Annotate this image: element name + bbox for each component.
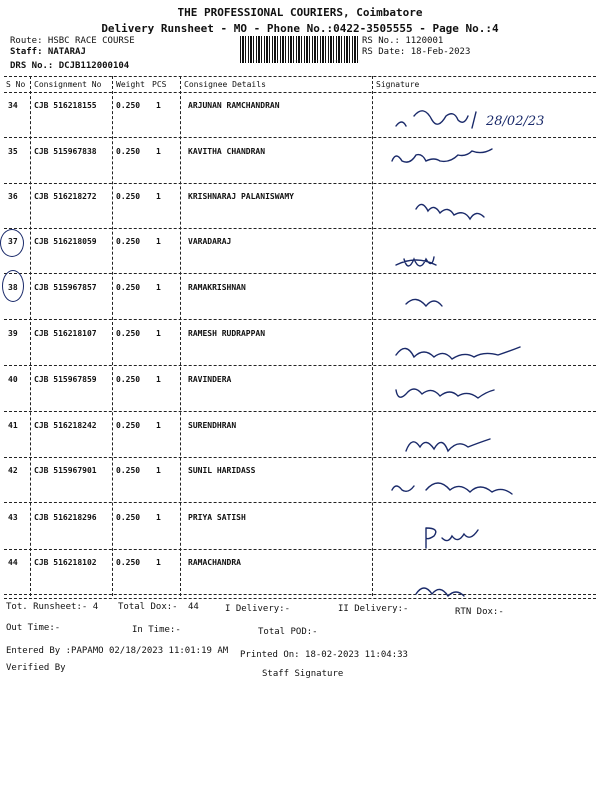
handwritten-signature <box>386 472 586 510</box>
pieces-count: 1 <box>156 466 161 475</box>
i-delivery: I Delivery:- <box>225 604 291 614</box>
signature-stroke <box>392 483 512 494</box>
column-header: Weight <box>116 80 145 89</box>
barcode <box>240 36 358 63</box>
handwritten-signature <box>386 333 586 371</box>
weight-value: 0.250 <box>116 192 141 201</box>
consignment-number: CJB 516218107 <box>34 329 97 338</box>
handwritten-signature <box>386 104 586 142</box>
serial-number: 41 <box>8 421 18 430</box>
serial-number: 39 <box>8 329 18 338</box>
entered-by: Entered By :PAPAMO 02/18/2023 11:01:19 AM <box>6 646 229 656</box>
divider <box>4 76 596 77</box>
column-header: S No <box>6 80 26 89</box>
handwritten-signature <box>386 425 586 463</box>
handwritten-signature <box>386 143 586 181</box>
serial-number: 43 <box>8 513 18 522</box>
column-header: PCS <box>152 80 167 89</box>
signature-date: 28/02/23 <box>486 114 545 129</box>
consignment-number: CJB 516218296 <box>34 513 97 522</box>
divider <box>4 92 596 93</box>
consignee-name: RAMESH RUDRAPPAN <box>188 329 266 338</box>
serial-number: 36 <box>8 192 18 201</box>
signature-stroke <box>416 588 464 596</box>
weight-value: 0.250 <box>116 147 141 156</box>
weight-value: 0.250 <box>116 375 141 384</box>
signature-stroke <box>396 389 494 398</box>
weight-value: 0.250 <box>116 237 141 246</box>
signature-stroke <box>406 299 442 306</box>
consignee-name: SURENDHRAN <box>188 421 237 430</box>
column-header: Signature <box>376 80 420 89</box>
serial-number: 37 <box>8 237 18 246</box>
divider <box>4 598 596 599</box>
signature-stroke <box>416 204 484 219</box>
divider <box>4 183 596 184</box>
consignment-number: CJB 516218272 <box>34 192 97 201</box>
serial-number: 42 <box>8 466 18 475</box>
signature-stroke <box>396 347 520 359</box>
total-dox-value: 44 <box>188 602 199 612</box>
consignee-name: KAVITHA CHANDRAN <box>188 147 266 156</box>
column-divider <box>180 76 181 596</box>
handwritten-signature <box>386 376 586 414</box>
total-dox-label: Total Dox:- <box>118 602 178 612</box>
pieces-count: 1 <box>156 147 161 156</box>
company-title: THE PROFESSIONAL COURIERS, Coimbatore <box>177 6 423 19</box>
serial-number: 34 <box>8 101 18 110</box>
serial-number: 35 <box>8 147 18 156</box>
pieces-count: 1 <box>156 101 161 110</box>
pieces-count: 1 <box>156 513 161 522</box>
out-time: Out Time:- <box>6 623 61 633</box>
consignee-name: RAMACHANDRA <box>188 558 241 567</box>
staff-label: Staff: NATARAJ <box>10 47 86 57</box>
pieces-count: 1 <box>156 558 161 567</box>
column-divider <box>372 76 373 596</box>
route-label: Route: HSBC RACE COURSE <box>10 36 135 46</box>
weight-value: 0.250 <box>116 513 141 522</box>
weight-value: 0.250 <box>116 101 141 110</box>
handwritten-signature <box>386 282 586 320</box>
column-header: Consignee Details <box>184 80 266 89</box>
divider <box>4 228 596 229</box>
rtn-dox: RTN Dox:- <box>455 607 504 617</box>
weight-value: 0.250 <box>116 558 141 567</box>
handwritten-signature <box>386 570 586 608</box>
signature-stroke <box>426 528 478 548</box>
consignment-number: CJB 516218059 <box>34 237 97 246</box>
consignee-name: KRISHNARAJ PALANISWAMY <box>188 192 294 201</box>
handwritten-signature <box>386 189 586 227</box>
in-time: In Time:- <box>132 625 181 635</box>
signature-stroke <box>396 111 476 128</box>
pieces-count: 1 <box>156 283 161 292</box>
runsheet-subtitle: Delivery Runsheet - MO - Phone No.:0422-3505555 - Page No.:4 <box>101 22 499 35</box>
weight-value: 0.250 <box>116 466 141 475</box>
total-runsheet: Tot. Runsheet:- 4 <box>6 602 99 612</box>
ii-delivery: II Delivery:- <box>338 604 409 614</box>
serial-number: 40 <box>8 375 18 384</box>
consignee-name: RAVINDERA <box>188 375 232 384</box>
drs-number: DRS No.: DCJB112000104 <box>10 61 130 71</box>
printed-on: Printed On: 18-02-2023 11:04:33 <box>240 650 408 660</box>
staff-signature: Staff Signature <box>262 669 344 679</box>
weight-value: 0.250 <box>116 283 141 292</box>
serial-number: 38 <box>8 283 18 292</box>
consignee-name: PRIYA SATISH <box>188 513 246 522</box>
consignment-number: CJB 516218102 <box>34 558 97 567</box>
weight-value: 0.250 <box>116 329 141 338</box>
consignment-number: CJB 516218242 <box>34 421 97 430</box>
pieces-count: 1 <box>156 421 161 430</box>
handwritten-signature <box>386 520 586 558</box>
rs-date: RS Date: 18-Feb-2023 <box>362 47 471 57</box>
consignment-number: CJB 515967838 <box>34 147 97 156</box>
consignment-number: CJB 515967857 <box>34 283 97 292</box>
handwritten-signature <box>386 245 586 283</box>
pieces-count: 1 <box>156 237 161 246</box>
signature-stroke <box>392 149 492 162</box>
column-divider <box>112 76 113 596</box>
consignment-number: CJB 516218155 <box>34 101 97 110</box>
ink-circle-mark <box>0 229 24 257</box>
signature-stroke <box>406 439 490 451</box>
consignment-number: CJB 515967859 <box>34 375 97 384</box>
signature-stroke <box>396 257 436 266</box>
consignee-name: SUNIL HARIDASS <box>188 466 256 475</box>
weight-value: 0.250 <box>116 421 141 430</box>
serial-number: 44 <box>8 558 18 567</box>
consignee-name: RAMAKRISHNAN <box>188 283 246 292</box>
consignment-number: CJB 515967901 <box>34 466 97 475</box>
pieces-count: 1 <box>156 192 161 201</box>
pieces-count: 1 <box>156 375 161 384</box>
column-divider <box>30 76 31 596</box>
total-pod: Total POD:- <box>258 627 318 637</box>
column-header: Consignment No <box>34 80 102 89</box>
rs-number: RS No.: 1120001 <box>362 36 444 46</box>
consignee-name: ARJUNAN RAMCHANDRAN <box>188 101 280 110</box>
verified-by: Verified By <box>6 663 66 673</box>
ink-circle-mark <box>2 270 24 302</box>
consignee-name: VARADARAJ <box>188 237 232 246</box>
pieces-count: 1 <box>156 329 161 338</box>
